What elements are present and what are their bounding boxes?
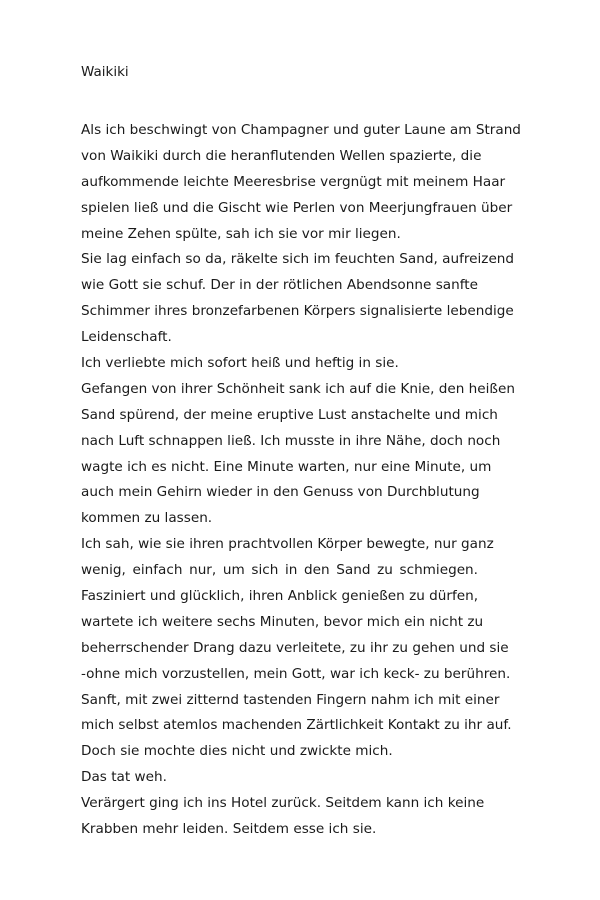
text-line: beherrschender Drang dazu verleitete, zu ihr zu gehen und sie <box>81 639 509 656</box>
text-line: Ich verliebte mich sofort heiß und heftig in sie. <box>81 355 399 372</box>
text-line: Schimmer ihres bronzefarbenen Körpers signalisierte lebendige <box>81 303 514 320</box>
text-line: Leidenschaft. <box>81 329 172 346</box>
text-line: auch mein Gehirn wieder in den Genuss von Durchblutung <box>81 484 480 501</box>
text-line: Als ich beschwingt von Champagner und guter Laune am Strand <box>81 122 521 138</box>
text-line: kommen zu lassen. <box>81 510 213 527</box>
text-line: von Waikiki durch die heranflutenden Wellen spazierte, die <box>81 147 482 164</box>
text-line: Sanft, mit zwei zitternd tastenden Fingern nahm ich mit einer <box>81 691 500 708</box>
text-line: Sie lag einfach so da, räkelte sich im feuchten Sand, aufreizend <box>81 251 515 268</box>
text-line: wenig, einfach nur, um sich in den Sand zu schmiegen. <box>81 562 478 579</box>
text-line: Fasziniert und glücklich, ihren Anblick genießen zu dürfen, <box>81 588 479 605</box>
text-line: aufkommende leichte Meeresbrise vergnügt mit meinem Haar <box>81 173 506 190</box>
story-text <box>81 118 521 843</box>
text-line: -ohne mich vorzustellen, mein Gott, war ich keck- zu berühren. <box>81 665 511 682</box>
text-line: nach Luft schnappen ließ. Ich musste in ihre Nähe, doch noch <box>81 432 501 449</box>
text-line: Ich sah, wie sie ihren prachtvollen Körper bewegte, nur ganz <box>81 536 494 553</box>
text-line: Das tat weh. <box>81 769 167 786</box>
text-line: Verärgert ging ich ins Hotel zurück. Seitdem kann ich keine <box>81 795 485 812</box>
text-line: Sand spürend, der meine eruptive Lust anstachelte und mich <box>81 406 498 423</box>
text-line: wartete ich weitere sechs Minuten, bevor mich ein nicht zu <box>81 613 484 630</box>
text-line: Krabben mehr leiden. Seitdem esse ich sie. <box>81 821 377 838</box>
text-line: meine Zehen spülte, sah ich sie vor mir liegen. <box>81 225 401 242</box>
text-line: wagte ich es nicht. Eine Minute warten, nur eine Minute, um <box>81 458 492 475</box>
text-line: Gefangen von ihrer Schönheit sank ich auf die Knie, den heißen <box>81 380 515 397</box>
text-line: Doch sie mochte dies nicht und zwickte mich. <box>81 743 393 760</box>
text-line: spielen ließ und die Gischt wie Perlen von Meerjungfrauen über <box>81 199 513 216</box>
text-line: wie Gott sie schuf. Der in der rötlichen Abendsonne sanfte <box>81 277 478 294</box>
document-title: Waikiki <box>81 64 129 80</box>
text-line: mich selbst atemlos machenden Zärtlichkeit Kontakt zu ihr auf. <box>81 717 512 734</box>
